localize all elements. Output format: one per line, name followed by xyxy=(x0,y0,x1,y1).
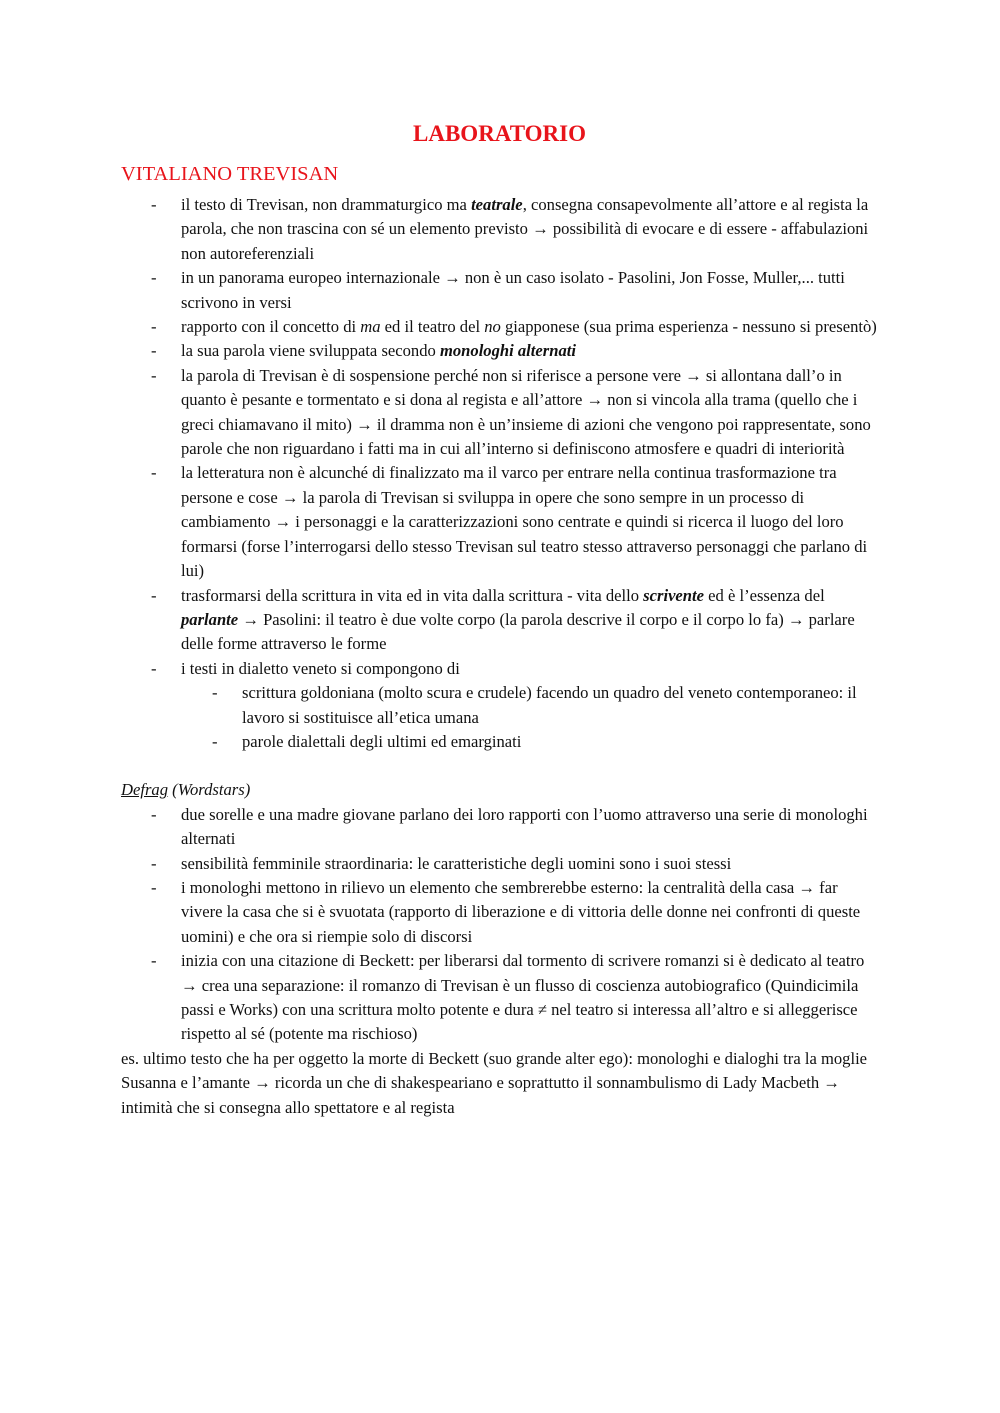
closing-paragraph: es. ultimo testo che ha per oggetto la morte di Beckett (suo grande alter ego): monologhi e dialoghi tra la moglie Susanna e l’amante → ricorda un che di shakespeariano e soprattutto il sonnambulismo di Lady Macbeth → intimità che si consegna allo spettatore e al regista xyxy=(121,1048,868,1117)
list-item: - inizia con una citazione di Beckett: per liberarsi dal tormento di scrivere romanzi si è dedicato al teatro → crea una separazione: il romanzo di Trevisan è un flusso di coscienza autobiografico (Quindicimila passi e Works) con una scrittura molto potente e dura ≠ nel teatro si interessa all’altro e si alleggerisce rispetto al sé (potente ma rischioso) xyxy=(121,949,878,1047)
list-item: - i monologhi mettono in rilievo un elemento che sembrerebbe esterno: la centralità della casa → far vivere la casa che si è svuotata (rapporto di liberazione e di vittoria delle donne nei confronti di queste uomini) e che ora si riempie solo di discorsi xyxy=(121,876,878,949)
sub-list-item: - scrittura goldoniana (molto scura e crudele) facendo un quadro del veneto contemporaneo: il lavoro si sostituisce all’etica umana xyxy=(121,681,878,730)
item-text: ed il teatro del xyxy=(380,317,485,337)
item-text: la sua parola viene sviluppata secondo xyxy=(181,341,440,361)
list-item xyxy=(121,315,878,339)
item-text: → Pasolini: il teatro è due volte corpo (la parola descrive il corpo e il corpo lo fa) → parlare delle forme attraverso le forme xyxy=(181,609,855,654)
sub-list-item: - parole dialettali degli ultimi ed emarginati xyxy=(121,730,878,754)
list-item xyxy=(121,657,878,681)
sub-bullet-list xyxy=(121,681,878,754)
work-bullet-list xyxy=(121,803,878,1047)
emphasis-text: scrivente xyxy=(643,585,704,605)
item-text: il testo di Trevisan, non drammaturgico ma xyxy=(181,195,472,214)
item-text: giapponese (sua prima esperienza - nessuno si presentò) xyxy=(500,317,877,337)
item-text: , consegna consapevolmente all’attore e al regista la parola, che non trascina con sé un elemento previsto → possibilità di evocare e di essere - affabulazioni non autoreferenziali xyxy=(181,195,869,263)
list-item xyxy=(121,364,878,462)
list-item: - due sorelle e una madre giovane parlano dei loro rapporti con l’uomo attraverso una serie di monologhi alternati xyxy=(121,803,878,852)
page-title: LABORATORIO xyxy=(413,121,586,146)
bullet-list xyxy=(121,193,878,681)
italic-term: ma xyxy=(360,317,381,337)
list-item xyxy=(121,266,878,315)
list-item xyxy=(121,584,878,657)
section-heading: VITALIANO TREVISAN xyxy=(121,163,339,185)
work-name: Defrag xyxy=(121,780,169,800)
list-item xyxy=(121,461,878,583)
item-text: la letteratura non è alcunché di finalizzato ma il varco per entrare nella continua trasformazione tra persone e cose → la parola di Trevisan si sviluppa in opere che sono sempre in un processo di cambiamento → i personaggi e la caratterizzazioni sono centrate e quindi si ricerca il luogo del loro formarsi (forse l’interrogarsi dello stesso Trevisan sul teatro stesso attraverso personaggi che parlano di lui) xyxy=(181,463,868,581)
emphasis-text: parlante xyxy=(181,609,239,629)
item-text: in un panorama europeo internazionale → non è un caso isolato - Pasolini, Jon Fosse, Muller,... tutti scrivono in versi xyxy=(181,268,845,312)
work-note: (Wordstars) xyxy=(168,780,251,800)
emphasis-text: monologhi alternati xyxy=(439,341,576,361)
work-heading xyxy=(121,778,878,802)
item-text: la parola di Trevisan è di sospensione perché non si riferisce a persone vere → si allontana dall’o in quanto è pesante e tormentato e si dona al regista e all’attore → non si vincola alla trama (quello che i greci chiamavano il mito) → il dramma non è un’insieme di azioni che vengono poi rappresentate, sono parole che non riguardano i fatti ma in cui all’interno si definiscono atmosfere e quadri di interiorità xyxy=(181,365,871,459)
list-item xyxy=(121,339,878,363)
list-item xyxy=(121,193,878,266)
spacer xyxy=(121,754,878,778)
item-text: rapporto con il concetto di xyxy=(181,317,361,337)
item-text: ed è l’essenza del xyxy=(704,585,825,605)
italic-term: no xyxy=(484,317,501,337)
item-text: i testi in dialetto veneto si compongono di xyxy=(181,658,460,678)
list-item: - sensibilità femminile straordinaria: le caratteristiche degli uomini sono i suoi stessi xyxy=(121,852,878,876)
item-text: trasformarsi della scrittura in vita ed in vita dalla scrittura - vita dello xyxy=(181,585,644,605)
emphasis-text: teatrale xyxy=(471,195,523,214)
